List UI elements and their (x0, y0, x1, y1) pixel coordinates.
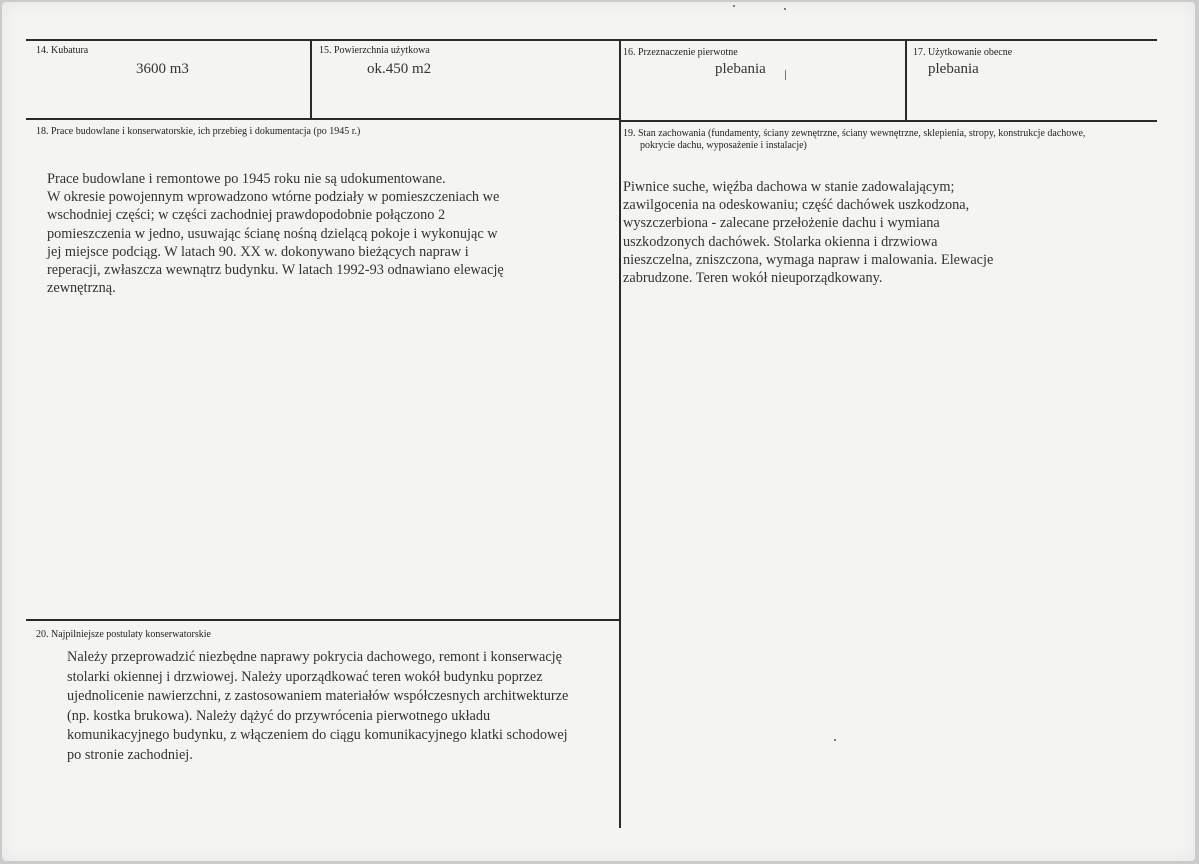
section18-line: jej miejsce podciąg. W latach 90. XX w. dokonywano bieżących napraw i (47, 243, 469, 260)
section19-text (623, 178, 993, 287)
section19-label: 19. Stan zachowania (fundamenty, ściany zewnętrzne, ściany wewnętrzne, sklepienia, stropy, konstrukcje dachowe, (623, 128, 1086, 139)
original-purpose-value: plebania (715, 61, 766, 77)
section20-line: po stronie zachodniej. (67, 746, 193, 763)
section19-line: nieszczelna, zniszczona, wymaga napraw i malowania. Elewacje (623, 251, 994, 268)
usable-area-value: ok.450 m2 (367, 61, 432, 77)
current-use-value: plebania (928, 61, 979, 77)
section20-line: Należy przeprowadzić niezbędne naprawy pokrycia dachowego, remont i konserwację (67, 649, 563, 665)
divider-16-17 (905, 39, 907, 121)
section20-line: komunikacyjnego budynku, z włączeniem do ciągu komunikacyjnego klatki schodowej (67, 727, 568, 743)
section20-line: stolarki okiennej i drzwiowej. Należy uporządkować teren wokół budynku poprzez (67, 668, 543, 685)
scan-speck (785, 70, 786, 80)
current-use-label: 17. Użytkowanie obecne (913, 47, 1013, 58)
section19-line: Piwnice suche, więźba dachowa w stanie zadowalającym; (623, 179, 955, 195)
section20-line: ujednolicenie nawierzchni, z zastosowaniem materiałów współczesnych architwekturze (67, 688, 569, 704)
divider-14-15 (310, 39, 312, 119)
section18-label: 18. Prace budowlane i konserwatorskie, ich przebieg i dokumentacja (po 1945 r.) (36, 126, 361, 137)
section18-text (47, 170, 504, 297)
usable-area-label: 15. Powierzchnia użytkowa (319, 45, 430, 56)
cubature-value: 3600 m3 (136, 61, 189, 77)
section19-line: zawilgocenia na odeskowaniu; część dachówek uszkodzona, (623, 197, 970, 214)
section19-line: wyszczerbiona - zalecane przełożenie dachu i wymiana (623, 215, 940, 232)
section18-line: W okresie powojennym wprowadzono wtórne podziały w pomieszczeniach we (47, 189, 500, 206)
scan-speck (834, 739, 836, 741)
original-purpose-label: 16. Przeznaczenie pierwotne (623, 47, 738, 58)
section20-line: (np. kostka brukowa). Należy dążyć do przywrócenia pierwotnego układu (67, 707, 491, 724)
scan-speck (784, 8, 786, 10)
section18-line: pomieszczenia w jedno, usuwając ścianę nośną dzielącą pokoje i wykonując w (47, 225, 498, 242)
section20-label: 20. Najpilniejsze postulaty konserwatorskie (36, 629, 211, 640)
section19-line: uszkodzonych dachówek. Stolarka okienna i drzwiowa (623, 233, 938, 250)
scan-speck (733, 5, 735, 7)
section19-line: zabrudzone. Teren wokół nieuporządkowany. (623, 270, 883, 287)
header-bottom-right-line (619, 120, 1157, 122)
section19-label-cont: pokrycie dachu, wyposażenie i instalacje) (640, 140, 807, 151)
cubature-label: 14. Kubatura (36, 45, 89, 56)
section18-line: wschodniej części; w części zachodniej prawdopodobnie połączono 2 (47, 207, 446, 224)
section18-line: zewnętrzną. (47, 280, 116, 297)
section20-text (67, 648, 568, 765)
section18-line: reperacji, zwłaszcza wewnątrz budynku. W latach 1992-93 odnawiano elewację (47, 262, 504, 279)
top-border-line (26, 39, 1157, 41)
main-center-divider (619, 39, 621, 828)
header-bottom-left-line (26, 118, 619, 120)
section18-line: Prace budowlane i remontowe po 1945 roku nie są udokumentowane. (47, 171, 446, 187)
section20-top-line (26, 619, 621, 621)
